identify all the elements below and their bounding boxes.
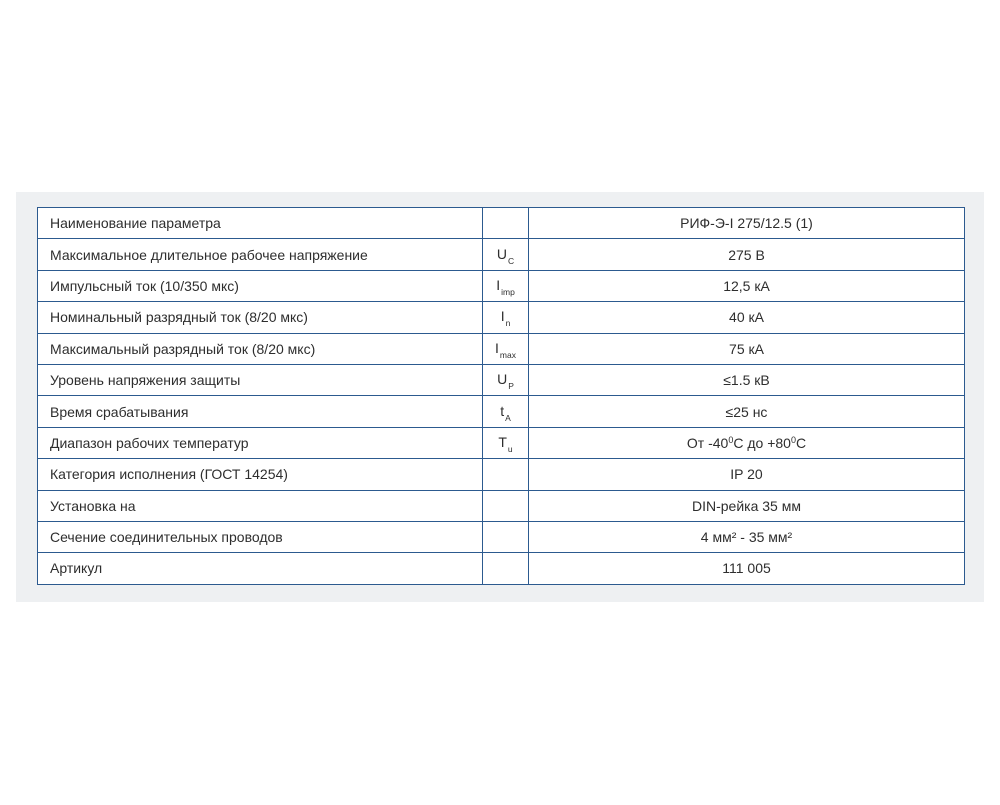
- table-row: [38, 459, 965, 490]
- symbol-main: U: [497, 371, 508, 388]
- param-name: Номинальный разрядный ток (8/20 мкс): [38, 302, 483, 333]
- param-name: Установка на: [38, 490, 483, 521]
- symbol-subscript: P: [508, 381, 514, 392]
- param-symbol: [483, 490, 529, 521]
- table-row: [38, 396, 965, 427]
- param-name: Категория исполнения (ГОСТ 14254): [38, 459, 483, 490]
- param-value: 275 В: [529, 239, 965, 270]
- param-value: 75 кА: [529, 333, 965, 364]
- table-row: [38, 333, 965, 364]
- param-value: 12,5 кА: [529, 270, 965, 301]
- table-row: [38, 364, 965, 395]
- temp-to-text: С до +80: [733, 434, 791, 451]
- param-name: Импульсный ток (10/350 мкс): [38, 270, 483, 301]
- table-row: [38, 208, 965, 239]
- table-row: [38, 270, 965, 301]
- table-row: [38, 427, 965, 458]
- symbol-subscript: imp: [501, 286, 515, 297]
- param-name: Максимальный разрядный ток (8/20 мкс): [38, 333, 483, 364]
- temp-unit-text: С: [795, 434, 807, 451]
- param-name: Уровень напряжения защиты: [38, 364, 483, 395]
- param-name: Максимальное длительное рабочее напряжение: [38, 239, 483, 270]
- param-name: Артикул: [38, 553, 483, 584]
- param-value: [529, 427, 965, 458]
- param-symbol: [483, 302, 529, 333]
- param-value: 4 мм² - 35 мм²: [529, 521, 965, 552]
- param-name: Наименование параметра: [38, 208, 483, 239]
- param-symbol: [483, 427, 529, 458]
- symbol-subscript: C: [507, 255, 515, 266]
- symbol-subscript: n: [505, 318, 511, 329]
- table-row: [38, 490, 965, 521]
- param-symbol: [483, 208, 529, 239]
- degree-mark: 0: [728, 434, 734, 445]
- symbol-main: I: [495, 339, 499, 356]
- symbol-main: I: [500, 308, 505, 325]
- symbol-subscript: u: [507, 443, 513, 454]
- param-symbol: [483, 364, 529, 395]
- param-name: Сечение соединительных проводов: [38, 521, 483, 552]
- param-value: 40 кА: [529, 302, 965, 333]
- param-value: 111 005: [529, 553, 965, 584]
- table-row: [38, 239, 965, 270]
- param-symbol: [483, 239, 529, 270]
- table-row: [38, 302, 965, 333]
- spec-table: [37, 207, 965, 585]
- param-symbol: [483, 333, 529, 364]
- param-value: ≤25 нс: [529, 396, 965, 427]
- table-row: [38, 521, 965, 552]
- param-name: Диапазон рабочих температур: [38, 427, 483, 458]
- param-symbol: [483, 459, 529, 490]
- param-symbol: [483, 521, 529, 552]
- param-value: IP 20: [529, 459, 965, 490]
- param-value: DIN-рейка 35 мм: [529, 490, 965, 521]
- symbol-subscript: A: [505, 412, 511, 423]
- temp-from-text: От -40: [686, 434, 729, 451]
- param-name: Время срабатывания: [38, 396, 483, 427]
- symbol-main: U: [496, 245, 507, 262]
- table-row: [38, 553, 965, 584]
- param-value: РИФ-Э-I 275/12.5 (1): [529, 208, 965, 239]
- symbol-subscript: max: [499, 349, 516, 360]
- symbol-main: t: [500, 402, 505, 419]
- symbol-main: T: [498, 433, 507, 450]
- param-value: ≤1.5 кВ: [529, 364, 965, 395]
- degree-mark: 0: [790, 434, 796, 445]
- param-symbol: [483, 553, 529, 584]
- param-symbol: [483, 396, 529, 427]
- symbol-main: I: [496, 276, 501, 293]
- param-symbol: [483, 270, 529, 301]
